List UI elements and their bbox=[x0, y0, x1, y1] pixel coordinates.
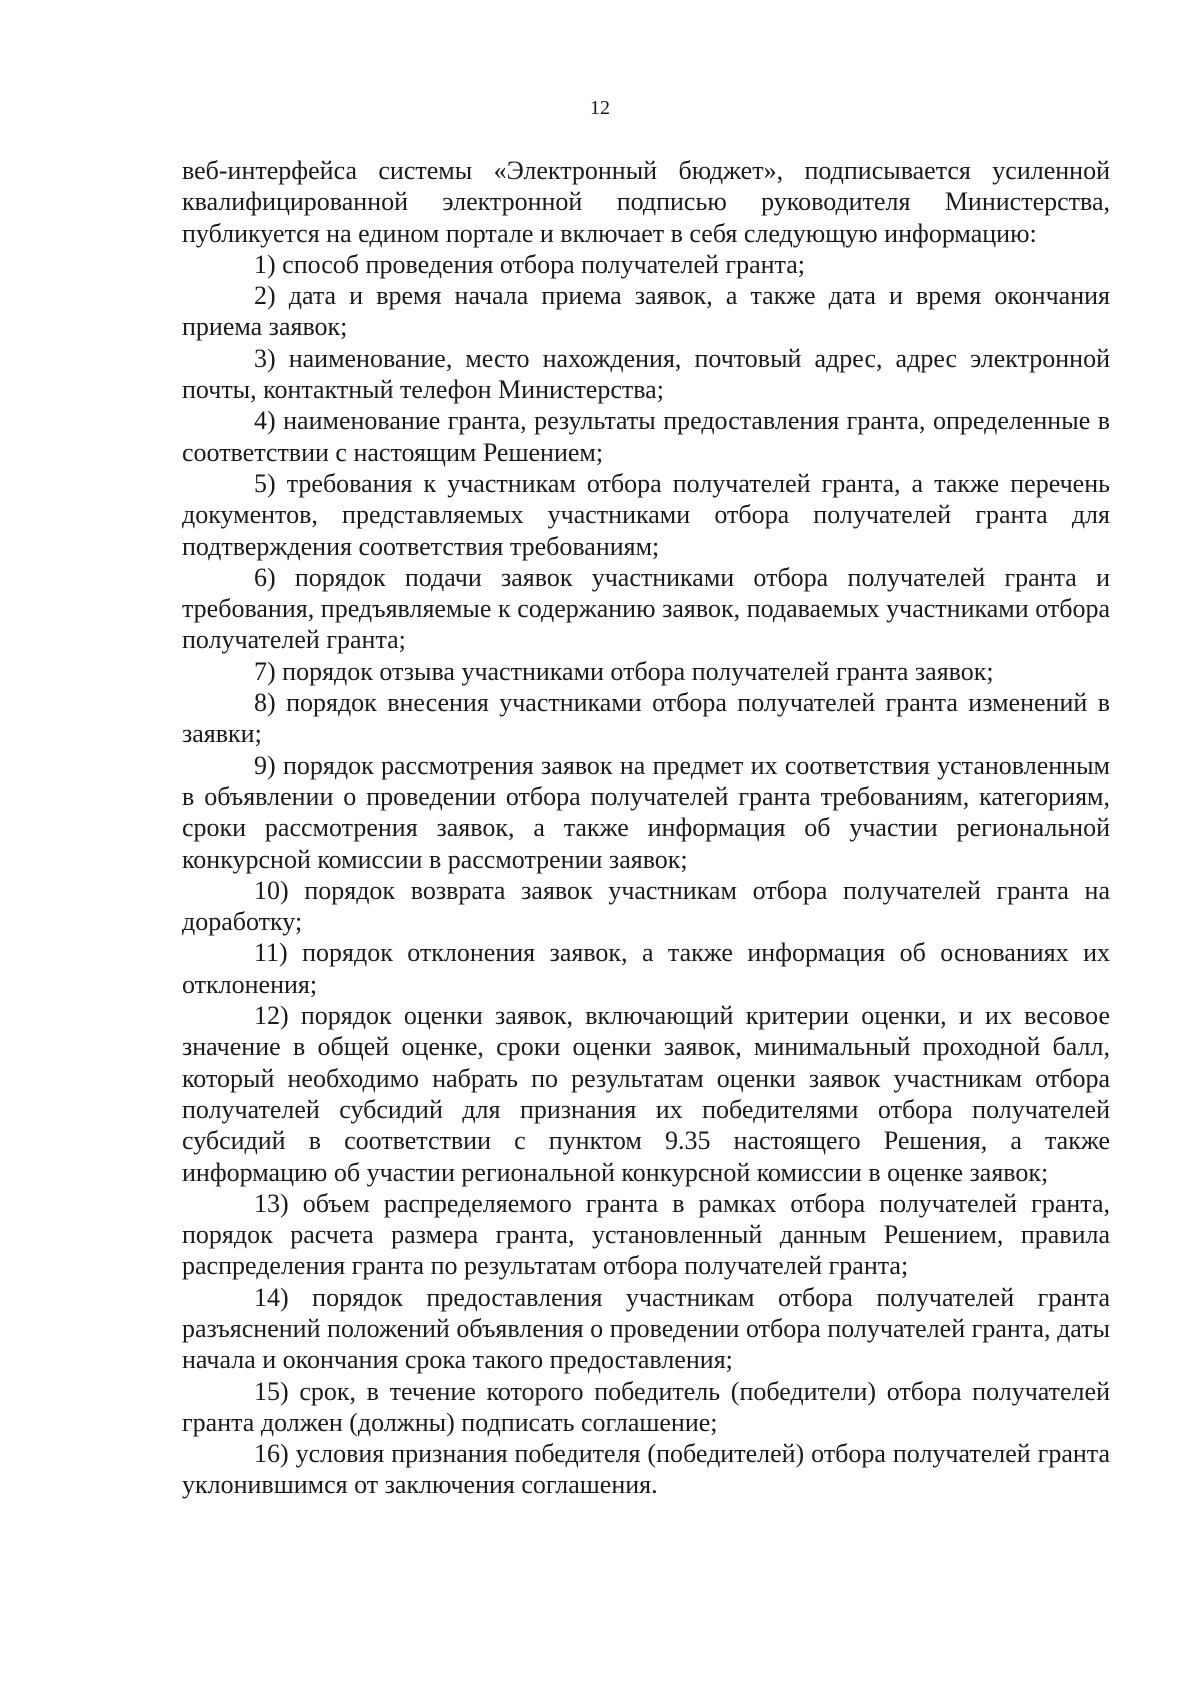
list-item-7: 7) порядок отзыва участниками отбора получателей гранта заявок; bbox=[254, 656, 994, 686]
list-item-14: 14) порядок предоставления участникам отбора получателей гранта разъяснений положений объявления о проведении отбора получателей гранта, даты начала и окончания срока такого предоставления; bbox=[182, 1282, 1110, 1375]
list-item-6: 6) порядок подачи заявок участниками отбора получателей гранта и требования, предъявляемые к содержанию заявок, подаваемых участниками отбора получателей гранта; bbox=[182, 562, 1110, 655]
list-item-1: 1) способ проведения отбора получателей гранта; bbox=[254, 249, 805, 279]
list-item-2: 2) дата и время начала приема заявок, а также дата и время окончания приема заявок; bbox=[182, 281, 1110, 342]
list-item-4: 4) наименование гранта, результаты предоставления гранта, определенные в соответствии с настоящим Решением; bbox=[182, 406, 1110, 467]
list-item-10: 10) порядок возврата заявок участникам отбора получателей гранта на доработку; bbox=[182, 875, 1110, 937]
list-item-12: 12) порядок оценки заявок, включающий критерии оценки, и их весовое значение в общей оценке, сроки оценки заявок, минимальный проходной балл, который необходимо набрать по результатам оценки заявок участникам отбора получателей субсидий для признания их победителями отбора получателей субсидий в соответствии с пунктом 9.35 настоящего Решения, а также информацию об участии региональной конкурсной комиссии в оценке заявок; bbox=[182, 1001, 1110, 1187]
list-item-11: 11) порядок отклонения заявок, а также информация об основаниях их отклонения; bbox=[182, 938, 1110, 999]
list-item-13: 13) объем распределяемого гранта в рамках отбора получателей гранта, порядок расчета размера гранта, установленный данным Решением, правила распределения гранта по результатам отбора получателей гранта; bbox=[182, 1188, 1110, 1281]
document-body bbox=[182, 155, 1110, 1501]
list-item-3: 3) наименование, место нахождения, почтовый адрес, адрес электронной почты, контактный телефон Министерства; bbox=[182, 343, 1110, 405]
list-item-15: 15) срок, в течение которого победитель (победители) отбора получателей гранта должен (должны) подписать соглашение; bbox=[182, 1376, 1110, 1437]
page-number: 12 bbox=[590, 97, 610, 119]
intro-paragraph: веб-интерфейса системы «Электронный бюджет», подписывается усиленной квалифицированной электронной подписью руководителя Министерства, публикуется на едином портале и включает в себя следующую информацию: bbox=[182, 156, 1110, 248]
list-item-5: 5) требования к участникам отбора получателей гранта, а также перечень документов, представляемых участниками отбора получателей гранта для подтверждения соответствия требованиям; bbox=[182, 468, 1110, 561]
list-item-16: 16) условия признания победителя (победителей) отбора получателей гранта уклонившимся от заключения соглашения. bbox=[182, 1439, 1110, 1500]
list-item-8: 8) порядок внесения участниками отбора получателей гранта изменений в заявки; bbox=[182, 688, 1110, 749]
list-item-9: 9) порядок рассмотрения заявок на предмет их соответствия установленным в объявлении о проведении отбора получателей гранта требованиям, категориям, сроки рассмотрения заявок, а также информация об участии региональной конкурсной комиссии в рассмотрении заявок; bbox=[182, 750, 1110, 874]
